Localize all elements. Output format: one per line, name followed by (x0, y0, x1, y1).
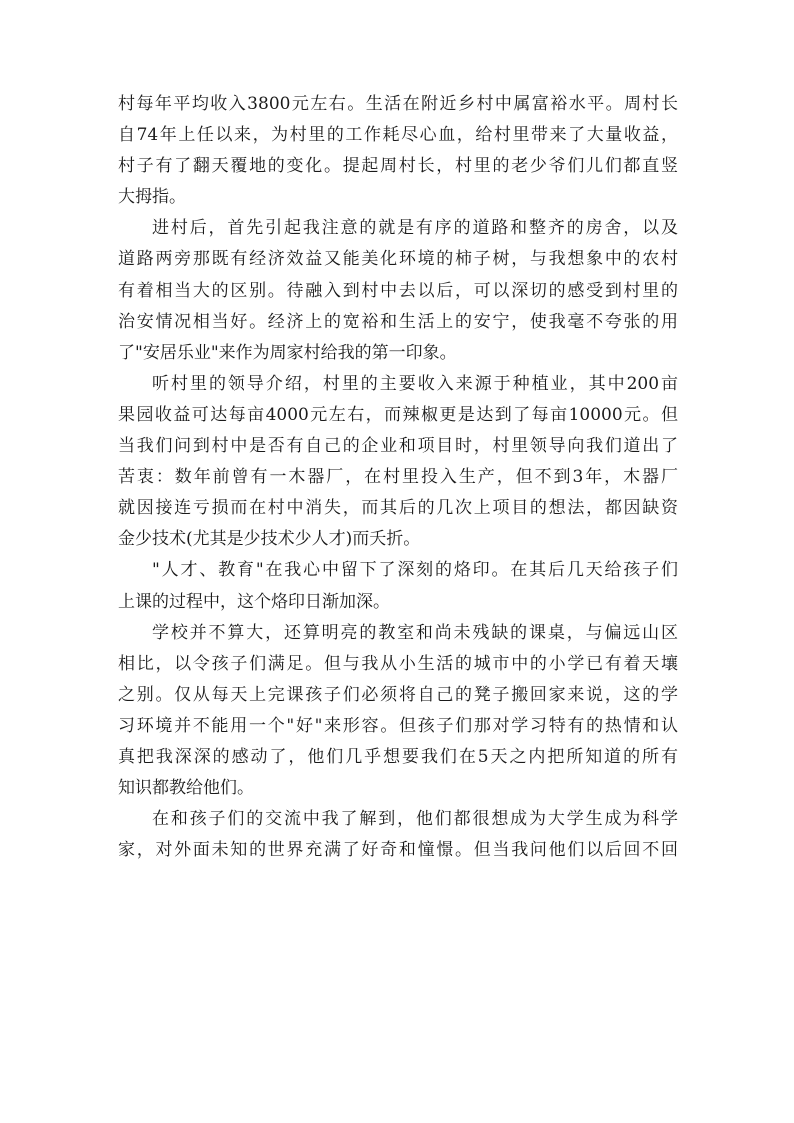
text-line: 治安情况相当好。经济上的宽裕和生活上的安宁，使我毫不夸张的用 (118, 311, 678, 332)
text-line: 自74年上任以来，为村里的工作耗尽心血，给村里带来了大量收益， (118, 125, 678, 146)
text-line: 村子有了翻天覆地的变化。提起周村长，村里的老少爷们儿们都直竖 (118, 156, 678, 177)
document-page (118, 89, 678, 866)
text-line: 进村后，首先引起我注意的就是有序的道路和整齐的房舍，以及 (152, 218, 678, 239)
text-line: 就因接连亏损而在村中消失，而其后的几次上项目的想法，都因缺资 (118, 498, 678, 519)
text-line: 之别。仅从每天上完课孩子们必须将自己的凳子搬回家来说，这的学 (118, 684, 678, 705)
text-line: 习环境并不能用一个"好"来形容。但孩子们那对学习特有的热情和认 (118, 715, 678, 736)
text-line: 村每年平均收入3800元左右。生活在附近乡村中属富裕水平。周村长 (118, 94, 678, 114)
text-line: 有着相当大的区别。待融入到村中去以后，可以深切的感受到村里的 (118, 280, 678, 301)
text-line: 苦衷：数年前曾有一木器厂，在村里投入生产，但不到3年，木器厂 (118, 467, 678, 488)
text-line: 当我们问到村中是否有自己的企业和项目时，村里领导向我们道出了 (118, 436, 678, 457)
text-line: 道路两旁那既有经济效益又能美化环境的柿子树，与我想象中的农村 (118, 249, 678, 270)
text-line: "人才、教育"在我心中留下了深刻的烙印。在其后几天给孩子们 (152, 560, 678, 581)
text-line: 相比，以令孩子们满足。但与我从小生活的城市中的小学已有着天壤 (118, 653, 678, 674)
text-line: 果园收益可达每亩4000元左右，而辣椒更是达到了每亩10000元。但 (118, 404, 678, 425)
text-line: 上课的过程中，这个烙印日渐加深。 (118, 591, 390, 612)
text-line: 学校并不算大，还算明亮的教室和尚未残缺的课桌，与偏远山区 (152, 622, 678, 643)
text-line: 知识都教给他们。 (118, 778, 254, 799)
text-line: 大拇指。 (118, 187, 186, 208)
text-line: 在和孩子们的交流中我了解到，他们都很想成为大学生成为科学 (152, 809, 678, 830)
text-line: 了"安居乐业"来作为周家村给我的第一印象。 (118, 342, 457, 363)
text-line: 听村里的领导介绍，村里的主要收入来源于种植业，其中200亩 (152, 373, 678, 394)
text-line: 家，对外面未知的世界充满了好奇和憧憬。但当我问他们以后回不回 (118, 840, 678, 861)
text-line: 真把我深深的感动了，他们几乎想要我们在5天之内把所知道的所有 (118, 746, 678, 767)
text-line: 金少技术(尤其是少技术少人才)而夭折。 (118, 529, 421, 550)
